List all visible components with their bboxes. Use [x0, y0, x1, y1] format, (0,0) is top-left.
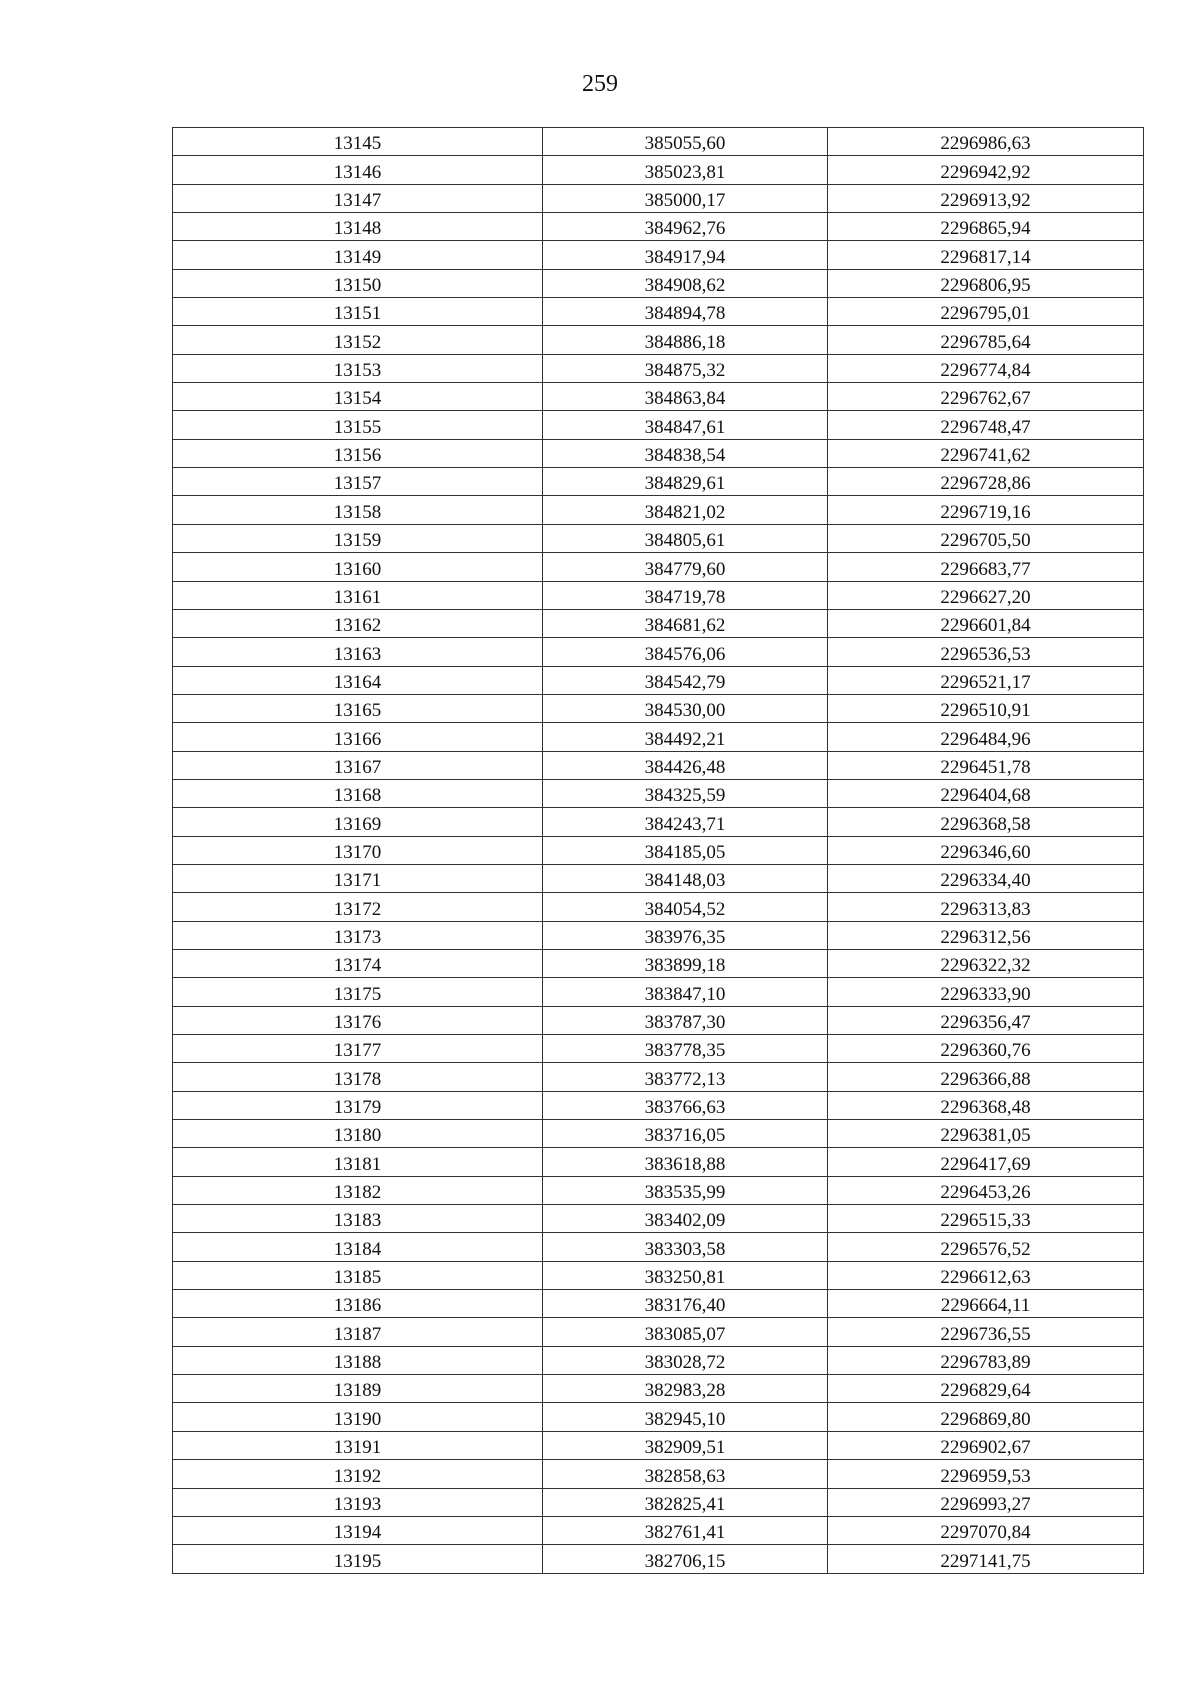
y-coordinate-cell: 2296612,63 — [828, 1261, 1144, 1289]
point-number-cell: 13164 — [173, 666, 543, 694]
x-coordinate-cell: 384185,05 — [543, 836, 828, 864]
y-coordinate-cell: 2296515,33 — [828, 1205, 1144, 1233]
y-coordinate-cell: 2296736,55 — [828, 1318, 1144, 1346]
point-number-cell: 13184 — [173, 1233, 543, 1261]
table-row — [173, 1375, 1144, 1403]
y-coordinate-cell: 2296774,84 — [828, 354, 1144, 382]
y-coordinate-cell: 2296334,40 — [828, 864, 1144, 892]
y-coordinate-cell: 2296601,84 — [828, 609, 1144, 637]
x-coordinate-cell: 384779,60 — [543, 553, 828, 581]
table-row — [173, 1035, 1144, 1063]
page-number: 259 — [582, 71, 618, 97]
point-number-cell: 13183 — [173, 1205, 543, 1233]
table-row — [173, 184, 1144, 212]
point-number-cell: 13165 — [173, 694, 543, 722]
y-coordinate-cell: 2296913,92 — [828, 184, 1144, 212]
y-coordinate-cell: 2296346,60 — [828, 836, 1144, 864]
table-row — [173, 1205, 1144, 1233]
table-row — [173, 468, 1144, 496]
x-coordinate-cell: 382945,10 — [543, 1403, 828, 1431]
table-row — [173, 1261, 1144, 1289]
x-coordinate-cell: 384875,32 — [543, 354, 828, 382]
x-coordinate-cell: 384908,62 — [543, 269, 828, 297]
point-number-cell: 13150 — [173, 269, 543, 297]
point-number-cell: 13148 — [173, 213, 543, 241]
y-coordinate-cell: 2296312,56 — [828, 921, 1144, 949]
x-coordinate-cell: 383787,30 — [543, 1006, 828, 1034]
y-coordinate-cell: 2296705,50 — [828, 524, 1144, 552]
coordinates-table-body — [173, 128, 1144, 1574]
point-number-cell: 13175 — [173, 978, 543, 1006]
x-coordinate-cell: 384576,06 — [543, 638, 828, 666]
point-number-cell: 13149 — [173, 241, 543, 269]
point-number-cell: 13191 — [173, 1431, 543, 1459]
table-row — [173, 864, 1144, 892]
point-number-cell: 13169 — [173, 808, 543, 836]
point-number-cell: 13176 — [173, 1006, 543, 1034]
point-number-cell: 13185 — [173, 1261, 543, 1289]
table-row — [173, 779, 1144, 807]
table-row — [173, 1091, 1144, 1119]
point-number-cell: 13159 — [173, 524, 543, 552]
table-row — [173, 723, 1144, 751]
point-number-cell: 13155 — [173, 411, 543, 439]
y-coordinate-cell: 2296865,94 — [828, 213, 1144, 241]
point-number-cell: 13154 — [173, 383, 543, 411]
point-number-cell: 13190 — [173, 1403, 543, 1431]
x-coordinate-cell: 383028,72 — [543, 1346, 828, 1374]
point-number-cell: 13145 — [173, 128, 543, 156]
x-coordinate-cell: 384530,00 — [543, 694, 828, 722]
table-row — [173, 1063, 1144, 1091]
point-number-cell: 13153 — [173, 354, 543, 382]
y-coordinate-cell: 2296381,05 — [828, 1120, 1144, 1148]
table-row — [173, 156, 1144, 184]
point-number-cell: 13161 — [173, 581, 543, 609]
y-coordinate-cell: 2296404,68 — [828, 779, 1144, 807]
y-coordinate-cell: 2296959,53 — [828, 1460, 1144, 1488]
y-coordinate-cell: 2296627,20 — [828, 581, 1144, 609]
point-number-cell: 13173 — [173, 921, 543, 949]
x-coordinate-cell: 383766,63 — [543, 1091, 828, 1119]
table-row — [173, 1318, 1144, 1346]
y-coordinate-cell: 2296333,90 — [828, 978, 1144, 1006]
y-coordinate-cell: 2296313,83 — [828, 893, 1144, 921]
y-coordinate-cell: 2296829,64 — [828, 1375, 1144, 1403]
table-row — [173, 751, 1144, 779]
table-row — [173, 609, 1144, 637]
point-number-cell: 13168 — [173, 779, 543, 807]
y-coordinate-cell: 2296986,63 — [828, 128, 1144, 156]
point-number-cell: 13171 — [173, 864, 543, 892]
x-coordinate-cell: 384681,62 — [543, 609, 828, 637]
table-row — [173, 1403, 1144, 1431]
x-coordinate-cell: 382909,51 — [543, 1431, 828, 1459]
y-coordinate-cell: 2296728,86 — [828, 468, 1144, 496]
point-number-cell: 13194 — [173, 1516, 543, 1544]
x-coordinate-cell: 384962,76 — [543, 213, 828, 241]
x-coordinate-cell: 384821,02 — [543, 496, 828, 524]
y-coordinate-cell: 2296748,47 — [828, 411, 1144, 439]
y-coordinate-cell: 2296806,95 — [828, 269, 1144, 297]
x-coordinate-cell: 384542,79 — [543, 666, 828, 694]
x-coordinate-cell: 383976,35 — [543, 921, 828, 949]
y-coordinate-cell: 2296783,89 — [828, 1346, 1144, 1374]
y-coordinate-cell: 2296368,58 — [828, 808, 1144, 836]
x-coordinate-cell: 383899,18 — [543, 949, 828, 977]
point-number-cell: 13181 — [173, 1148, 543, 1176]
point-number-cell: 13172 — [173, 893, 543, 921]
y-coordinate-cell: 2296417,69 — [828, 1148, 1144, 1176]
x-coordinate-cell: 384243,71 — [543, 808, 828, 836]
y-coordinate-cell: 2296719,16 — [828, 496, 1144, 524]
table-row — [173, 241, 1144, 269]
y-coordinate-cell: 2296368,48 — [828, 1091, 1144, 1119]
y-coordinate-cell: 2296360,76 — [828, 1035, 1144, 1063]
table-row — [173, 638, 1144, 666]
point-number-cell: 13193 — [173, 1488, 543, 1516]
x-coordinate-cell: 382825,41 — [543, 1488, 828, 1516]
table-row — [173, 666, 1144, 694]
x-coordinate-cell: 383535,99 — [543, 1176, 828, 1204]
point-number-cell: 13152 — [173, 326, 543, 354]
y-coordinate-cell: 2296510,91 — [828, 694, 1144, 722]
x-coordinate-cell: 383176,40 — [543, 1290, 828, 1318]
point-number-cell: 13186 — [173, 1290, 543, 1318]
point-number-cell: 13162 — [173, 609, 543, 637]
point-number-cell: 13147 — [173, 184, 543, 212]
point-number-cell: 13187 — [173, 1318, 543, 1346]
x-coordinate-cell: 383847,10 — [543, 978, 828, 1006]
x-coordinate-cell: 384886,18 — [543, 326, 828, 354]
point-number-cell: 13180 — [173, 1120, 543, 1148]
y-coordinate-cell: 2296366,88 — [828, 1063, 1144, 1091]
point-number-cell: 13174 — [173, 949, 543, 977]
table-row — [173, 1233, 1144, 1261]
table-row — [173, 1290, 1144, 1318]
y-coordinate-cell: 2296451,78 — [828, 751, 1144, 779]
x-coordinate-cell: 385000,17 — [543, 184, 828, 212]
table-row — [173, 1460, 1144, 1488]
point-number-cell: 13179 — [173, 1091, 543, 1119]
x-coordinate-cell: 384894,78 — [543, 298, 828, 326]
x-coordinate-cell: 382858,63 — [543, 1460, 828, 1488]
table-row — [173, 1176, 1144, 1204]
y-coordinate-cell: 2296356,47 — [828, 1006, 1144, 1034]
table-row — [173, 893, 1144, 921]
point-number-cell: 13158 — [173, 496, 543, 524]
y-coordinate-cell: 2296741,62 — [828, 439, 1144, 467]
table-row — [173, 808, 1144, 836]
table-row — [173, 1488, 1144, 1516]
y-coordinate-cell: 2296817,14 — [828, 241, 1144, 269]
y-coordinate-cell: 2296795,01 — [828, 298, 1144, 326]
y-coordinate-cell: 2296521,17 — [828, 666, 1144, 694]
table-row — [173, 836, 1144, 864]
table-row — [173, 411, 1144, 439]
x-coordinate-cell: 383250,81 — [543, 1261, 828, 1289]
y-coordinate-cell: 2296453,26 — [828, 1176, 1144, 1204]
x-coordinate-cell: 384426,48 — [543, 751, 828, 779]
point-number-cell: 13178 — [173, 1063, 543, 1091]
table-row — [173, 524, 1144, 552]
x-coordinate-cell: 382761,41 — [543, 1516, 828, 1544]
x-coordinate-cell: 384917,94 — [543, 241, 828, 269]
point-number-cell: 13151 — [173, 298, 543, 326]
x-coordinate-cell: 384838,54 — [543, 439, 828, 467]
x-coordinate-cell: 384805,61 — [543, 524, 828, 552]
table-row — [173, 354, 1144, 382]
y-coordinate-cell: 2296762,67 — [828, 383, 1144, 411]
table-row — [173, 1148, 1144, 1176]
table-row — [173, 949, 1144, 977]
table-row — [173, 1545, 1144, 1573]
x-coordinate-cell: 383778,35 — [543, 1035, 828, 1063]
table-row — [173, 581, 1144, 609]
x-coordinate-cell: 384325,59 — [543, 779, 828, 807]
point-number-cell: 13182 — [173, 1176, 543, 1204]
table-row — [173, 1006, 1144, 1034]
table-row — [173, 1120, 1144, 1148]
point-number-cell: 13188 — [173, 1346, 543, 1374]
x-coordinate-cell: 382983,28 — [543, 1375, 828, 1403]
y-coordinate-cell: 2296664,11 — [828, 1290, 1144, 1318]
y-coordinate-cell: 2296993,27 — [828, 1488, 1144, 1516]
x-coordinate-cell: 382706,15 — [543, 1545, 828, 1573]
table-row — [173, 128, 1144, 156]
table-row — [173, 298, 1144, 326]
table-row — [173, 1346, 1144, 1374]
point-number-cell: 13166 — [173, 723, 543, 751]
point-number-cell: 13163 — [173, 638, 543, 666]
y-coordinate-cell: 2296536,53 — [828, 638, 1144, 666]
y-coordinate-cell: 2296576,52 — [828, 1233, 1144, 1261]
x-coordinate-cell: 384847,61 — [543, 411, 828, 439]
x-coordinate-cell: 384054,52 — [543, 893, 828, 921]
y-coordinate-cell: 2297070,84 — [828, 1516, 1144, 1544]
x-coordinate-cell: 383618,88 — [543, 1148, 828, 1176]
coordinates-table — [172, 127, 1144, 1574]
point-number-cell: 13195 — [173, 1545, 543, 1573]
x-coordinate-cell: 383085,07 — [543, 1318, 828, 1346]
point-number-cell: 13192 — [173, 1460, 543, 1488]
table-row — [173, 496, 1144, 524]
point-number-cell: 13170 — [173, 836, 543, 864]
table-row — [173, 553, 1144, 581]
x-coordinate-cell: 385023,81 — [543, 156, 828, 184]
table-row — [173, 1431, 1144, 1459]
table-row — [173, 213, 1144, 241]
table-row — [173, 326, 1144, 354]
x-coordinate-cell: 383303,58 — [543, 1233, 828, 1261]
table-row — [173, 694, 1144, 722]
y-coordinate-cell: 2296484,96 — [828, 723, 1144, 751]
table-row — [173, 978, 1144, 1006]
table-row — [173, 439, 1144, 467]
point-number-cell: 13167 — [173, 751, 543, 779]
y-coordinate-cell: 2296785,64 — [828, 326, 1144, 354]
point-number-cell: 13157 — [173, 468, 543, 496]
table-row — [173, 1516, 1144, 1544]
x-coordinate-cell: 383402,09 — [543, 1205, 828, 1233]
table-row — [173, 383, 1144, 411]
x-coordinate-cell: 385055,60 — [543, 128, 828, 156]
x-coordinate-cell: 384829,61 — [543, 468, 828, 496]
y-coordinate-cell: 2296869,80 — [828, 1403, 1144, 1431]
y-coordinate-cell: 2296683,77 — [828, 553, 1144, 581]
y-coordinate-cell: 2296902,67 — [828, 1431, 1144, 1459]
point-number-cell: 13189 — [173, 1375, 543, 1403]
table-row — [173, 269, 1144, 297]
x-coordinate-cell: 384492,21 — [543, 723, 828, 751]
point-number-cell: 13156 — [173, 439, 543, 467]
y-coordinate-cell: 2296322,32 — [828, 949, 1144, 977]
y-coordinate-cell: 2296942,92 — [828, 156, 1144, 184]
x-coordinate-cell: 384719,78 — [543, 581, 828, 609]
table-row — [173, 921, 1144, 949]
point-number-cell: 13160 — [173, 553, 543, 581]
point-number-cell: 13177 — [173, 1035, 543, 1063]
x-coordinate-cell: 383772,13 — [543, 1063, 828, 1091]
y-coordinate-cell: 2297141,75 — [828, 1545, 1144, 1573]
x-coordinate-cell: 384863,84 — [543, 383, 828, 411]
x-coordinate-cell: 383716,05 — [543, 1120, 828, 1148]
x-coordinate-cell: 384148,03 — [543, 864, 828, 892]
point-number-cell: 13146 — [173, 156, 543, 184]
